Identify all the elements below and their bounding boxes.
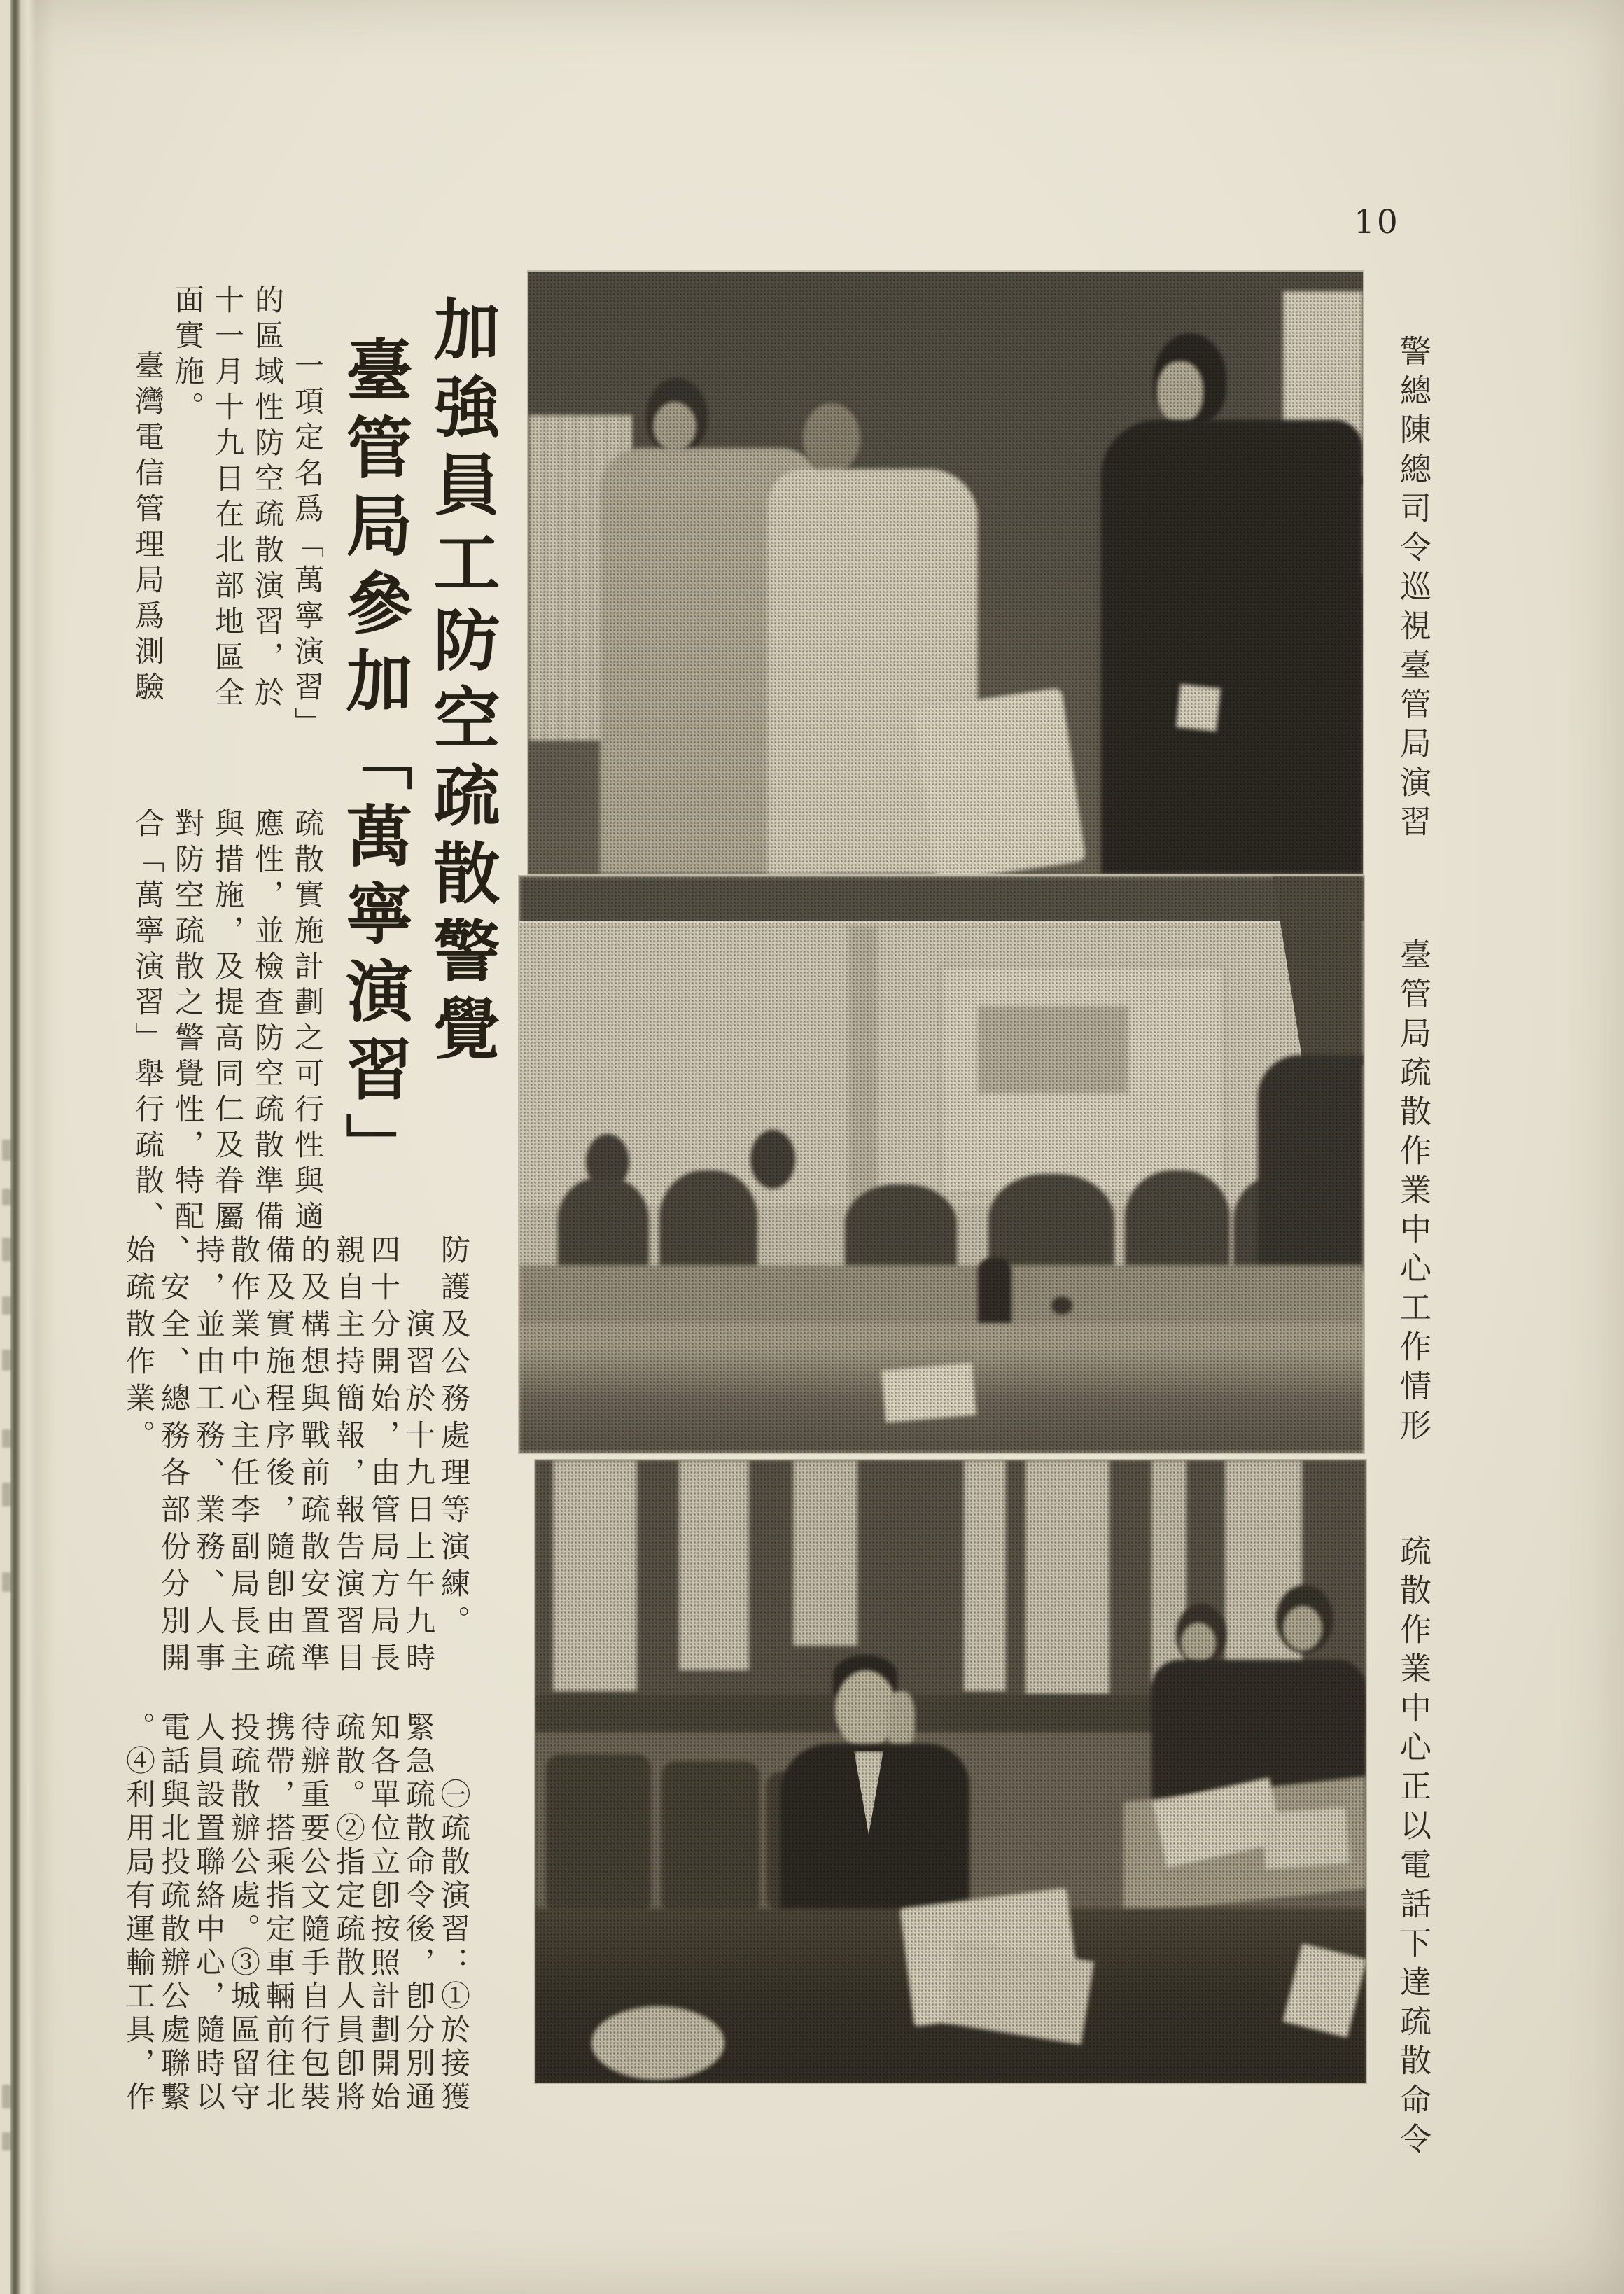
text-column: 散作業中心主任李副局長主 bbox=[227, 1234, 261, 1679]
article-title-line-1: 加強員工防空疏散警覺 bbox=[423, 295, 500, 1072]
text-column: 十一月十九日在北部地區全 bbox=[211, 284, 245, 713]
seated-figure bbox=[659, 1170, 757, 1275]
seated-figure bbox=[1125, 1170, 1230, 1275]
text-column: 疏散。②指定疏散人員卽將 bbox=[332, 1712, 366, 2115]
ceiling-band bbox=[519, 876, 1364, 924]
text-column: 電話與北投疏散辦公處聯繫 bbox=[157, 1712, 191, 2115]
text-column: 緊急疏散命令後，卽分別通 bbox=[402, 1712, 436, 2115]
figure-face bbox=[1181, 1623, 1216, 1663]
seated-figure bbox=[558, 1177, 649, 1272]
window-pane bbox=[964, 1460, 1006, 1691]
text-column: 持，並由工務、業務、人事 bbox=[192, 1234, 226, 1679]
text-column: 携帶，搭乘指定車輛前往北 bbox=[262, 1712, 296, 2115]
text-column: 親自主持簡報，報告演習目 bbox=[332, 1234, 366, 1679]
page-number: 10 bbox=[1354, 203, 1400, 242]
text-column: 臺灣電信管理局爲測驗 bbox=[131, 350, 165, 707]
window-pane bbox=[679, 1460, 749, 1670]
text-column: 演習於十九日上午九時 bbox=[402, 1308, 436, 1679]
text-column: 、安全、總務各部份分別開 bbox=[157, 1234, 191, 1679]
text-column: 與措施，及提高同仁及眷屬 bbox=[211, 808, 245, 1236]
window-pane bbox=[793, 1460, 858, 1646]
text-column: 的區域性防空疏散演習，於 bbox=[251, 284, 285, 713]
text-column: 的及構想與戰前疏散安置準 bbox=[297, 1234, 331, 1679]
text-column: 防護及公務處理等演練。 bbox=[437, 1234, 471, 1642]
standing-figure bbox=[1258, 1055, 1364, 1272]
text-column: 疏散實施計劃之可行性與適 bbox=[290, 808, 325, 1236]
window-pane bbox=[1225, 1460, 1302, 1691]
figure-face bbox=[1283, 1606, 1322, 1651]
board-panel bbox=[978, 1006, 1128, 1093]
text-column: 面實施。 bbox=[171, 284, 205, 427]
text-column: 知各單位立卽按照計劃開始 bbox=[367, 1712, 401, 2115]
text-column: 。④利用局有運輸工具，作 bbox=[122, 1712, 156, 2115]
text-column: 投疏散辦公處。③城區留守 bbox=[227, 1712, 261, 2115]
held-papers bbox=[913, 687, 1086, 874]
text-column: 始疏散作業。 bbox=[122, 1234, 156, 1457]
teacup bbox=[1051, 1296, 1072, 1315]
text-column: 應性，並檢查防空疏散準備 bbox=[251, 808, 285, 1236]
text-column: 一項定名爲「萬寧演習」 bbox=[290, 350, 325, 743]
chair bbox=[546, 1754, 651, 1915]
photo-operations-center-room bbox=[519, 876, 1364, 1453]
figure-head bbox=[803, 403, 860, 473]
text-column: 對防空疏散之警覺性，特配 bbox=[171, 808, 205, 1236]
page-gutter bbox=[0, 0, 55, 2294]
caption-photo-2: 臺管局疏散作業中心工作情形 bbox=[1394, 938, 1432, 1448]
figure-head bbox=[750, 1130, 795, 1189]
text-column: 人員設置聯絡中心，隨時以 bbox=[192, 1712, 226, 2115]
caption-photo-3: 疏散作業中心正以電話下達疏散命令 bbox=[1394, 1534, 1432, 2162]
chair bbox=[662, 1761, 760, 1915]
window-pane bbox=[1026, 1460, 1110, 1695]
seated-figure bbox=[988, 1174, 1114, 1275]
desk-papers bbox=[1261, 1807, 1349, 1869]
figure-face bbox=[653, 402, 696, 451]
text-column: 備及實施程序後，隨卽由疏 bbox=[262, 1234, 296, 1679]
text-column: 待辦重要公文隨手自行包裝 bbox=[297, 1712, 331, 2115]
teapot bbox=[592, 2006, 724, 2080]
conference-tables bbox=[519, 1265, 1364, 1328]
window-pane bbox=[553, 1460, 637, 1691]
telephone-hand bbox=[887, 1691, 915, 1750]
photo-commander-inspection bbox=[528, 272, 1363, 874]
seated-figure bbox=[845, 1184, 957, 1272]
document-sheet bbox=[881, 1362, 976, 1422]
caption-photo-1: 警總陳總司令巡視臺管局演習 bbox=[1394, 335, 1432, 844]
figure-face bbox=[1157, 361, 1203, 423]
text-column: 四十分開始，由管局方局長 bbox=[367, 1234, 401, 1679]
room-pillar bbox=[848, 925, 878, 1205]
photo-telephone-order bbox=[536, 1460, 1366, 2083]
article-title-line-2: 臺管局參加「萬寧演習」 bbox=[335, 335, 413, 1190]
name-tag bbox=[1176, 684, 1221, 732]
figure-dark-suit bbox=[1101, 420, 1363, 874]
text-column: 合「萬寧演習」舉行疏散、 bbox=[131, 808, 165, 1236]
text-column: ㊀疏散演習：①於接獲 bbox=[437, 1779, 471, 2115]
